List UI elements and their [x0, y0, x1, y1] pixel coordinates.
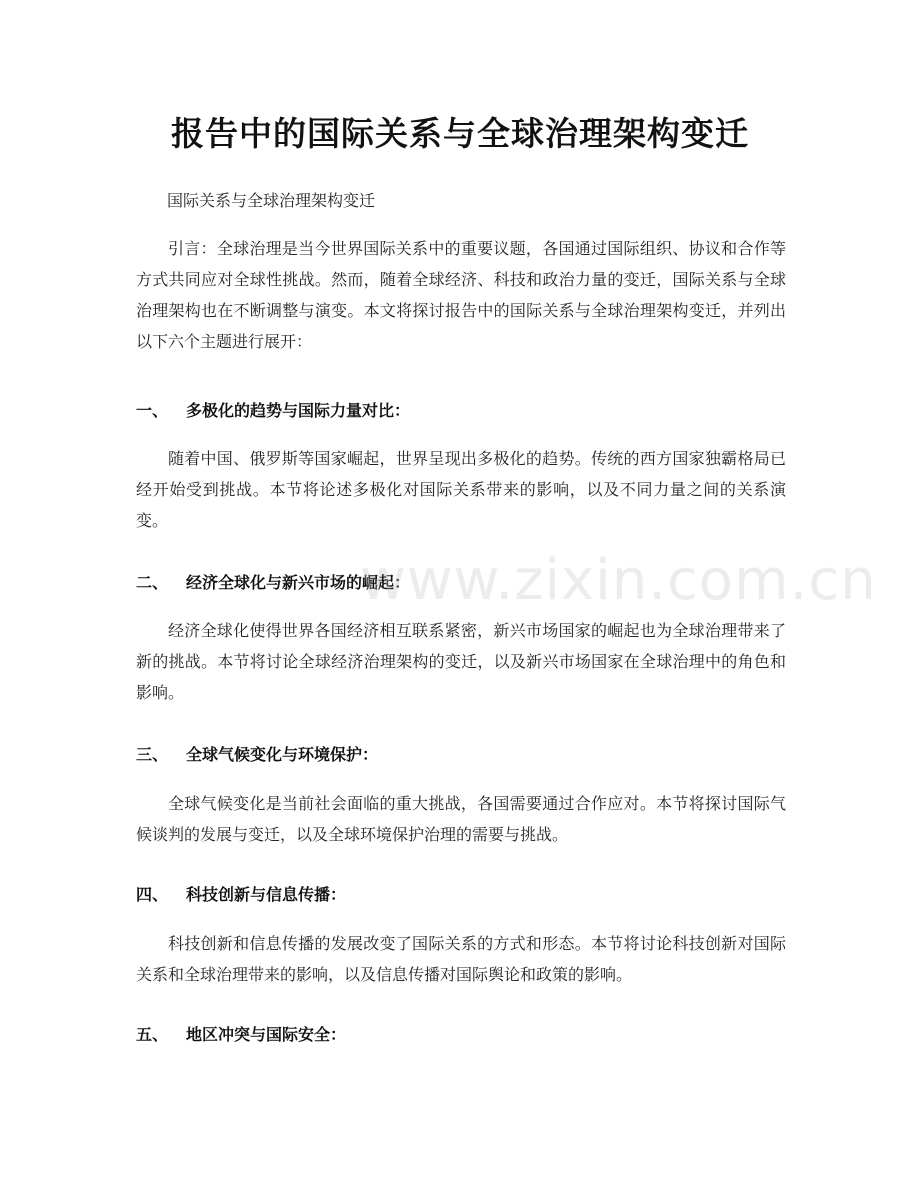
document-title: 报告中的国际关系与全球治理架构变迁 [171, 114, 749, 153]
section-4-body: 科技创新和信息传播的发展改变了国际关系的方式和形态。本节将讨论科技创新对国际关系和全球治理带来的影响，以及信息传播对国际舆论和政策的影响。 [136, 934, 786, 984]
section-4-title: 科技创新与信息传播： [186, 885, 347, 904]
section-3-title: 全球气候变化与环境保护： [186, 745, 379, 764]
section-1-number: 一、 [136, 401, 169, 420]
section-1-heading [136, 398, 410, 421]
section-1-body: 随着中国、俄罗斯等国家崛起，世界呈现出多极化的趋势。传统的西方国家独霸格局已经开始受到挑战。本节将论述多极化对国际关系带来的影响，以及不同力量之间的关系演变。 [136, 449, 786, 530]
section-5-number: 五、 [136, 1025, 169, 1044]
section-5-heading [136, 1022, 346, 1045]
section-3-body: 全球气候变化是当前社会面临的重大挑战，各国需要通过合作应对。本节将探讨国际气候谈判的发展与变迁，以及全球环境保护治理的需要与挑战。 [136, 794, 786, 844]
section-5-title: 地区冲突与国际安全： [186, 1025, 347, 1044]
section-1-title: 多极化的趋势与国际力量对比： [186, 401, 411, 420]
section-3-number: 三、 [136, 745, 169, 764]
section-3-heading [136, 742, 378, 765]
section-2-body: 经济全球化使得世界各国经济相互联系紧密，新兴市场国家的崛起也为全球治理带来了新的挑战。本节将讨论全球经济治理架构的变迁，以及新兴市场国家在全球治理中的角色和影响。 [136, 621, 786, 702]
section-2-title: 经济全球化与新兴市场的崛起： [186, 573, 411, 592]
section-4-heading [136, 882, 346, 905]
watermark-text: www.zixin.com.cn [360, 548, 877, 613]
section-4-number: 四、 [136, 885, 169, 904]
section-2-heading [136, 570, 410, 593]
intro-paragraph: 引言：全球治理是当今世界国际关系中的重要议题，各国通过国际组织、协议和合作等方式共同应对全球性挑战。然而，随着全球经济、科技和政治力量的变迁，国际关系与全球治理架构也在不断调整与演变。本文将探讨报告中的国际关系与全球治理架构变迁，并列出以下六个主题进行展开： [136, 239, 786, 351]
document-subtitle: 国际关系与全球治理架构变迁 [167, 191, 376, 210]
section-2-number: 二、 [136, 573, 169, 592]
